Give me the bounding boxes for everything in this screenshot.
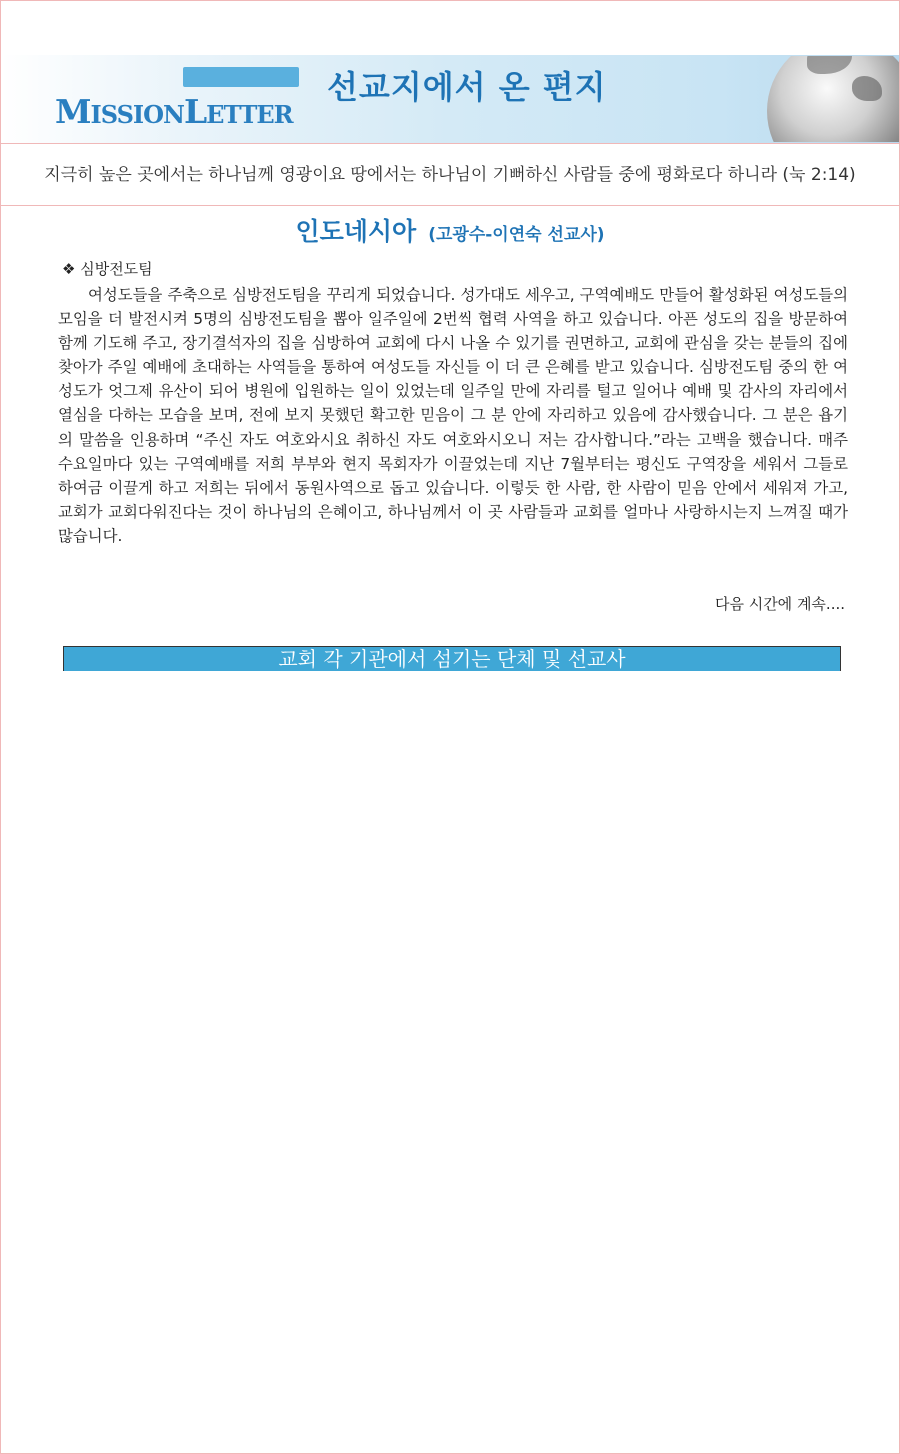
letter-body: 여성도들을 주축으로 심방전도팀을 꾸리게 되었습니다. 성가대도 세우고, 구역예배도 만들어 활성화된 여성도들의 모임을 더 발전시켜 5명의 심방전도팀을 뽑아 일주일에 2번씩 협력 사역을 하고 있습니다. 아픈 성도의 집을 방문하여 함께 기도해 주고, 장기결석자의 집을 심방하여 교회에 다시 나올 수 있기를 권면하고, 교회에 관심을 갖는 분들의 집에 찾아가 주일 예배에 초대하는 사역들을 통하여 여성도들 자신들 이 더 큰 은혜를 받고 있습니다. 심방전도팀 중의 한 여성도가 엇그제 유산이 되어 병원에 입원하는 일이 있었는데 일주일 만에 자리를 털고 일어나 예배 및 감사의 자리에서 열심을 다하는 모습을 보며, 전에 보지 못했던 확고한 믿음이 그 분 안에 자리하고 있음에 감사했습니다. 그 분은 욥기의 말씀을 인용하며 “주신 자도 여호와시요 취하신 자도 여호와시오니 저는 감사합니다.”라는 고백을 했습니다. 매주 수요일마다 있는 구역예배를 저희 부부와 현지 목회자가 이끌었는데 지난 7월부터는 평신도 구역장을 세워서 그들로 하여금 이끌게 하고 저희는 뒤에서 동원사역으로 돕고 있습니다. 이렇듯 한 사람, 한 사람이 믿음 안에서 세워져 가고, 교회가 교회다워진다는 것이 하나님의 은혜이고, 하나님께서 이 곳 사람들과 교회를 얼마나 사랑하시는지 느껴질 때가 많습니다. <box>58 286 848 545</box>
divider <box>0 205 900 206</box>
table-title: 교회 각 기관에서 섬기는 단체 및 선교사 <box>63 646 841 671</box>
globe-icon <box>749 56 899 142</box>
divider <box>0 143 900 144</box>
letter-heading <box>0 212 900 248</box>
logo-accent-bar <box>183 67 299 87</box>
country-name: 인도네시아 <box>295 217 417 246</box>
bible-verse: 지극히 높은 곳에서는 하나님께 영광이요 땅에서는 하나님이 기뻐하신 사람들 중에 평화로다 하니라 (눅 2:14) <box>44 165 856 185</box>
donation-table <box>63 646 841 671</box>
continued-note: 다음 시간에 계속.... <box>714 595 845 613</box>
mission-letter-logo: MISSIONLETTER <box>55 92 293 131</box>
section-title: ❖ 심방전도팀 <box>62 260 153 278</box>
missionary-names: (고광수-이연숙 선교사) <box>428 225 605 245</box>
page-title: 선교지에서 온 편지 <box>327 68 607 106</box>
